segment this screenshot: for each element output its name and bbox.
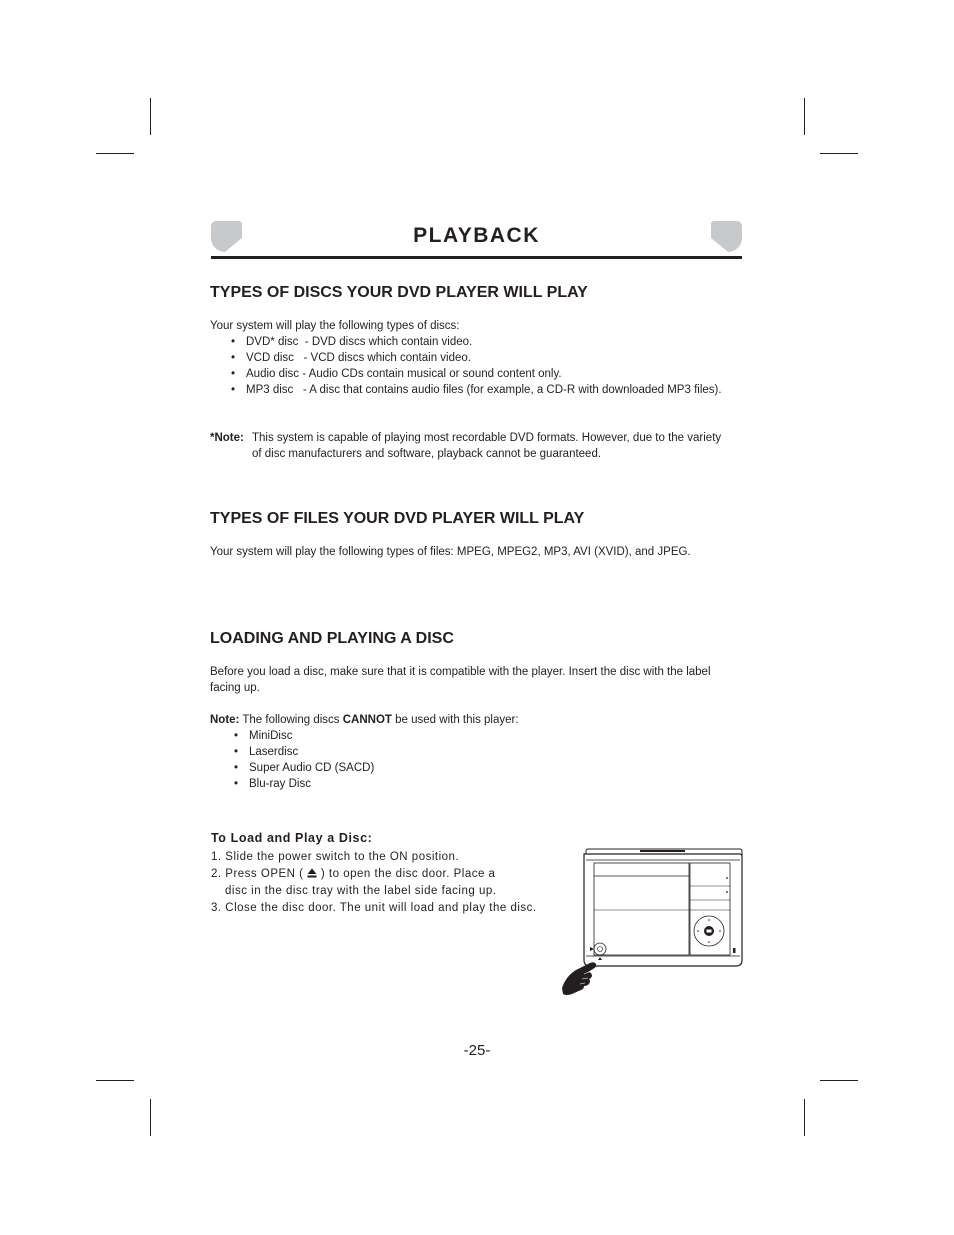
list-item: • Laserdisc [234,744,534,760]
step-2-pre: 2. Press OPEN ( [211,868,304,880]
step-2 [211,866,571,883]
crop-mark [820,1080,858,1081]
note-label: *Note: [210,432,244,444]
list-item: • Blu-ray Disc [234,776,534,792]
list-item: • Audio disc - Audio CDs contain musical or sound content only. [231,366,731,382]
crop-mark [96,1080,134,1081]
step-3: 3. Close the disc door. The unit will load and play the disc. [211,902,537,914]
discs-heading: TYPES OF DISCS YOUR DVD PLAYER WILL PLAY [210,284,588,301]
crop-mark [804,98,805,135]
crop-mark [96,153,134,154]
files-text: Your system will play the following types of files: MPEG, MPEG2, MP3, AVI (XVID), and JPEG. [210,546,691,558]
loading-intro: Before you load a disc, make sure that it is compatible with the player. Insert the disc with the label facing up. [210,666,711,694]
crop-mark [820,153,858,154]
load-play-subheading: To Load and Play a Disc: [211,831,373,845]
note-bold: CANNOT [342,714,392,726]
page-number: -25- [463,1042,491,1059]
list-item: • MP3 disc - A disc that contains audio files (for example, a CD-R with downloaded MP3 files). [231,382,731,398]
list-item: • MiniDisc [234,728,534,744]
files-heading: TYPES OF FILES YOUR DVD PLAYER WILL PLAY [210,510,585,527]
list-item: • DVD* disc - DVD discs which contain video. [231,334,731,350]
header-rule [211,256,742,259]
step-2-post: ) to open the disc door. Place a [320,868,496,880]
note-pre: The following discs [242,714,340,726]
note-text: This system is capable of playing most recordable DVD formats. However, due to the variety of disc manufacturers and software, playback cannot be guaranteed. [252,432,722,460]
step-1: 1. Slide the power switch to the ON position. [211,851,460,863]
dvd-player-illustration [560,848,746,998]
note-label: Note: [210,714,240,726]
list-item: • Super Audio CD (SACD) [234,760,534,776]
step-2-continued: disc in the disc tray with the label side facing up. [225,885,497,897]
loading-heading: LOADING AND PLAYING A DISC [210,630,454,647]
eject-icon [307,868,317,878]
discs-intro: Your system will play the following types of discs: [210,320,460,332]
list-item: • VCD disc - VCD discs which contain video. [231,350,731,366]
discs-list [231,334,731,398]
page-title: PLAYBACK [413,224,540,247]
note-post: be used with this player: [395,714,519,726]
crop-mark [150,98,151,135]
unsupported-discs-list [234,728,534,792]
crop-mark [150,1099,151,1136]
load-play-steps [211,849,571,917]
loading-note [210,712,730,728]
crop-mark [804,1099,805,1136]
page-header [211,221,742,261]
